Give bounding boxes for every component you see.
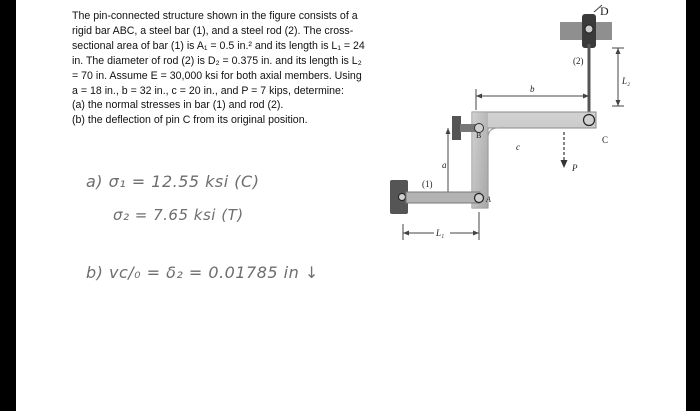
- pin-C: [584, 115, 595, 126]
- label-bar-1: (1): [422, 179, 433, 189]
- label-L2: L₂: [622, 76, 631, 86]
- bar-1: [406, 192, 480, 203]
- top-support: [560, 14, 612, 48]
- problem-line: The pin-connected structure shown in the figure consists of a: [72, 10, 358, 22]
- label-a: a: [442, 160, 447, 170]
- label-A: A: [486, 195, 491, 204]
- answer-a-stress-1: a) σ₁ = 12.55 ksi (C): [86, 172, 260, 191]
- label-L1: L₁: [436, 228, 445, 238]
- problem-line: in. The diameter of rod (2) is D₂ = 0.375 in. and its length is L₂: [72, 54, 362, 67]
- problem-line: = 70 in. Assume E = 30,000 ksi for both axial members. Using: [72, 69, 362, 82]
- problem-line: (b) the deflection of pin C from its original position.: [72, 114, 308, 127]
- answer-b-deflection: b) vᴄ/₀ = δ₂ = 0.01785 in ↓: [86, 263, 319, 282]
- label-c: c: [516, 142, 520, 152]
- document-page: [16, 0, 686, 411]
- pin-A: [475, 194, 484, 203]
- label-P: P: [572, 163, 578, 173]
- load-P-arrow: [561, 132, 568, 168]
- problem-line: rigid bar ABC, a steel bar (1), and a steel rod (2). The cross-: [72, 24, 354, 37]
- pin-left-wall: [399, 194, 406, 201]
- structure-figure: [386, 0, 686, 260]
- answer-a-stress-2: σ₂ = 7.65 ksi (T): [113, 206, 244, 224]
- problem-line: a = 18 in., b = 32 in., c = 20 in., and P = 7 kips, determine:: [72, 84, 344, 97]
- problem-line: (a) the normal stresses in bar (1) and rod (2).: [72, 99, 284, 112]
- label-B: B: [476, 131, 482, 140]
- label-rod-2: (2): [573, 56, 584, 66]
- rigid-bar-ABC: [472, 112, 596, 208]
- label-D: D: [600, 4, 609, 18]
- label-C: C: [602, 135, 609, 145]
- problem-line: sectional area of bar (1) is A₁ = 0.5 in.² and its length is L₁ = 24: [72, 39, 365, 52]
- label-b: b: [530, 84, 535, 94]
- problem-statement: [72, 9, 384, 128]
